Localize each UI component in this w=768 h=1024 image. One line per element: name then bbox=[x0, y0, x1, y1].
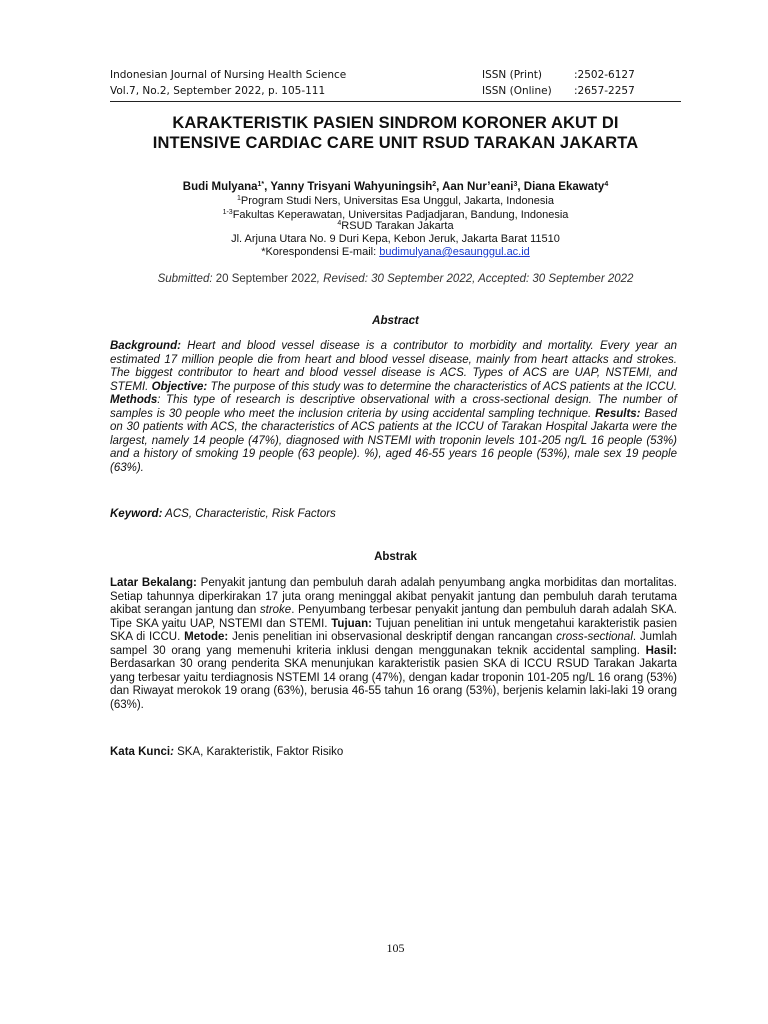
affiliation-3 bbox=[110, 219, 681, 233]
background-label: Background: bbox=[110, 340, 181, 352]
methods-text: : This type of research is descriptive observational with a cross-sectional design. The number of samples is 30 people who meet the inclusion criteria by using accidental sampling technique. bbox=[110, 394, 677, 420]
submission-dates bbox=[110, 272, 681, 286]
keywords-id bbox=[110, 746, 677, 760]
author-4: , Diana Ekawaty bbox=[517, 181, 605, 193]
journal-volume: Vol.7, No.2, September 2022, p. 105-111 bbox=[110, 84, 326, 97]
keyword-label: Keyword: bbox=[110, 508, 163, 520]
issn-print-number: :2502-6127 bbox=[574, 69, 635, 81]
keyword-text: ACS, Characteristic, Risk Factors bbox=[162, 508, 336, 520]
journal-name: Indonesian Journal of Nursing Health Science bbox=[110, 69, 347, 81]
author-1-marker: 1* bbox=[257, 181, 265, 188]
affiliation-2-marker: 1-3 bbox=[222, 209, 233, 216]
issn-online-number: :2657-2257 bbox=[574, 84, 635, 97]
issn-online-label: ISSN (Online) bbox=[482, 84, 552, 97]
abstrak-heading: Abstrak bbox=[374, 551, 417, 563]
submitted-date: 20 September 2022 bbox=[212, 273, 317, 285]
stroke-term: stroke bbox=[259, 604, 292, 616]
email-label: *Korespondensi E-mail: bbox=[261, 246, 380, 258]
latar-label: Latar Bekalang: bbox=[110, 577, 197, 589]
results-text: Based on 30 patients with ACS, the characteristics of ACS patients at the ICCU of Tarakan Hospital Jakarta were the largest, namely 14 people (47%), diagnosed with NSTEMI with troponin levels 101-205 ng/L 16 people (53%) and a history of smoking 19 people (63 people). %), aged 46-55 years 16 people (53%), male sex 19 people (63%). bbox=[110, 407, 677, 474]
affiliation-1 bbox=[110, 194, 681, 208]
objective-label: Objective: bbox=[151, 380, 208, 393]
background-text: Heart and blood vessel disease is a contributor to morbidity and mortality. Every year an estimated 17 million people die from heart and blood vessel disease, mainly from heart attacks and strokes. The biggest contributor to heart and blood vessel disease is ACS. Types of ACS are UAP, NSTEMI, and STEMI. bbox=[110, 340, 677, 393]
paper-title bbox=[110, 114, 681, 153]
abstract-id-body bbox=[110, 577, 677, 712]
affiliation-2-text: Fakultas Keperawatan, Universitas Padjadjaran, Bandung, Indonesia bbox=[232, 209, 569, 221]
page-number: 105 bbox=[386, 941, 405, 955]
correspondence-email bbox=[110, 245, 681, 259]
running-header bbox=[110, 68, 681, 99]
results-label: Results: bbox=[595, 407, 641, 420]
affiliation-1-text: Program Studi Ners, Universitas Esa Unggul, Jakarta, Indonesia bbox=[240, 195, 554, 207]
author-4-marker: 4 bbox=[604, 181, 609, 188]
revised-accepted-dates: , Revised: 30 September 2022, Accepted: 30 September 2022 bbox=[316, 273, 634, 285]
submitted-label: Submitted: bbox=[157, 273, 213, 285]
latar-text-1: Penyakit jantung dan pembuluh darah adalah penyumbang angka morbiditas dan mortalitas. Setiap tahunnya diperkirakan 17 juta orang meninggal akibat penyakit jantung dan pembuluh darah terutama akibat serangan jantung dan bbox=[110, 577, 678, 616]
title-line-1: KARAKTERISTIK PASIEN SINDROM KORONER AKUT DI bbox=[172, 114, 619, 132]
latar-text-2: . Penyumbang terbesar penyakit jantung dan pembuluh darah adalah SKA. Tipe SKA yaitu UAP, NSTEMI dan STEMI. bbox=[110, 604, 677, 630]
author-1: Budi Mulyana bbox=[182, 181, 258, 193]
title-line-2: INTENSIVE CARDIAC CARE UNIT RSUD TARAKAN JAKARTA bbox=[152, 133, 639, 152]
abstract-en-body bbox=[110, 340, 677, 475]
methods-label: Methods bbox=[110, 394, 158, 406]
email-link[interactable]: budimulyana@esaunggul.ac.id bbox=[379, 246, 530, 258]
objective-text: The purpose of this study was to determine the characteristics of ACS patients at the ICCU. bbox=[207, 380, 677, 393]
keywords-en bbox=[110, 508, 677, 522]
author-list bbox=[110, 180, 681, 194]
tujuan-label: Tujuan: bbox=[331, 617, 372, 630]
author-3: , Aan Nur’eani bbox=[436, 181, 514, 193]
cross-sectional-term: cross-sectional bbox=[556, 631, 633, 643]
kata-kunci-label: Kata Kunci bbox=[110, 746, 171, 758]
kata-kunci-colon: : bbox=[170, 746, 174, 758]
affiliation-3-text: RSUD Tarakan Jakarta bbox=[341, 220, 454, 232]
hasil-label: Hasil: bbox=[645, 644, 677, 657]
kata-kunci-text: SKA, Karakteristik, Faktor Risiko bbox=[173, 746, 344, 758]
author-2-marker: 2 bbox=[432, 181, 437, 188]
affiliation-3-marker: 4 bbox=[337, 220, 342, 227]
issn-print-label: ISSN (Print) bbox=[482, 69, 542, 81]
affiliation-address: Jl. Arjuna Utara No. 9 Duri Kepa, Kebon Jeruk, Jakarta Barat 11510 bbox=[231, 233, 560, 245]
header-divider bbox=[110, 101, 681, 102]
tujuan-text: Tujuan penelitian ini untuk mengetahui karakteristik pasien SKA di ICCU. bbox=[110, 617, 677, 643]
metode-text-1: Jenis penelitian ini observasional deskriptif dengan rancangan bbox=[228, 631, 557, 643]
metode-text-2: . Jumlah sampel 30 orang yang memenuhi kriteria inklusi dengan menggunakan teknik accidental sampling. bbox=[110, 631, 677, 657]
abstract-heading: Abstract bbox=[372, 315, 419, 327]
author-2: , Yanny Trisyani Wahyuningsih bbox=[264, 181, 433, 193]
metode-label: Metode: bbox=[184, 631, 229, 643]
author-3-marker: 3 bbox=[513, 181, 518, 188]
affiliation-1-marker: 1 bbox=[237, 195, 241, 202]
hasil-text: Berdasarkan 30 orang penderita SKA menunjukan karakteristik pasien SKA di ICCU RSUD Tarakan Jakarta yang terbesar yaitu terdiagnosis NSTEMI 14 orang (47%), dengan kadar troponin 101-205 ng/L 16 orang (53%) dan Riwayat merokok 19 orang (63%), berusia 46-55 tahun 16 orang (53%), berjenis kelamin laki-laki 19 orang (63%). bbox=[110, 658, 677, 711]
